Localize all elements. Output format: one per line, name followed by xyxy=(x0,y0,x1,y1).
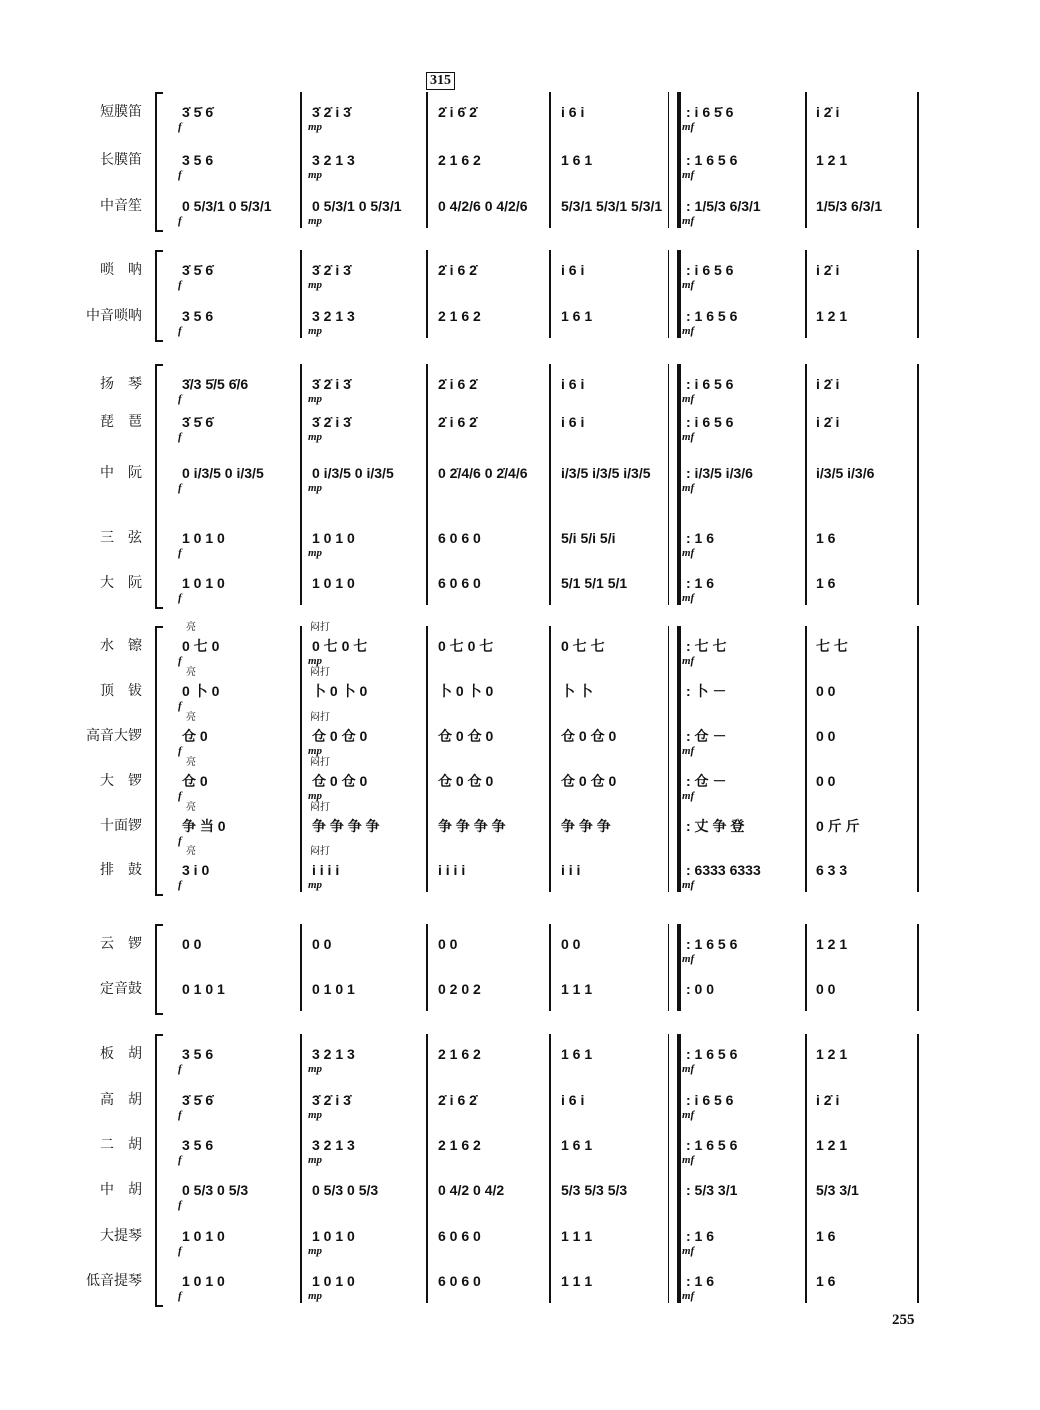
dynamic-marking: mf xyxy=(682,547,695,559)
barline xyxy=(549,626,551,892)
measure-notes: : 1 6 5 6 xyxy=(686,1046,738,1062)
dynamic-marking: f xyxy=(178,1154,182,1166)
measure-notes: 5/1 5/1 5/1 xyxy=(561,575,628,591)
measure-notes: 6 0 6 0 xyxy=(438,1228,481,1244)
barline xyxy=(917,364,919,605)
measure-notes: 1 0 1 0 xyxy=(312,1273,355,1289)
measure-notes: 争 争 争 争 xyxy=(438,818,506,834)
measure-notes: 1 6 xyxy=(816,1273,836,1289)
barline xyxy=(300,250,302,338)
dynamic-marking: mf xyxy=(682,1109,695,1121)
barline xyxy=(300,1034,302,1303)
technique-label: 闷打 xyxy=(310,846,330,857)
measure-notes: 3 5 6 xyxy=(182,1137,214,1153)
measure-notes: 0 5/3 0 5/3 xyxy=(182,1182,249,1198)
dynamic-marking: mf xyxy=(682,879,695,891)
measure-notes: 6 0 6 0 xyxy=(438,575,481,591)
measure-notes: 0 5/3/1 0 5/3/1 xyxy=(312,198,402,214)
measure-notes: 0 5/3/1 0 5/3/1 xyxy=(182,198,272,214)
measure-notes: 3 2 1 3 xyxy=(312,1137,355,1153)
instrument-name: 扬 琴 xyxy=(100,376,142,392)
measure-notes: : i 6 5 6 xyxy=(686,1092,734,1108)
measure-notes: 0 0 xyxy=(816,773,836,789)
instrument-name: 板 胡 xyxy=(100,1046,142,1062)
measure-notes: 6 0 6 0 xyxy=(438,530,481,546)
measure-notes: 5/i 5/i 5/i xyxy=(561,530,616,546)
dynamic-marking: f xyxy=(178,482,182,494)
dynamic-marking: mf xyxy=(682,393,695,405)
dynamic-marking: mp xyxy=(308,745,323,757)
dynamic-marking: f xyxy=(178,1245,182,1257)
measure-notes: : 5/3 3/1 xyxy=(686,1182,738,1198)
measure-notes: : 卜 － xyxy=(686,683,727,699)
technique-label: 亮 xyxy=(186,667,196,678)
measure-notes: : 1 6 5 6 xyxy=(686,936,738,952)
measure-notes: 3 2 1 3 xyxy=(312,152,355,168)
measure-notes: : 1 6 xyxy=(686,575,715,591)
instrument-name: 定音鼓 xyxy=(100,981,142,997)
measure-notes: : i/3/5 i/3/6 xyxy=(686,465,753,481)
instrument-name: 中 阮 xyxy=(100,465,142,481)
measure-notes: 2̇ i 6̇ 2̇ xyxy=(438,104,477,120)
dynamic-marking: mp xyxy=(308,655,323,667)
dynamic-marking: mf xyxy=(682,745,695,757)
measure-notes: i 6 i xyxy=(561,414,585,430)
measure-notes: 1/5/3 6/3/1 xyxy=(816,198,883,214)
barline xyxy=(549,1034,551,1303)
measure-notes: 0 卜 0 xyxy=(182,683,220,699)
measure-notes: 0 5/3 0 5/3 xyxy=(312,1182,379,1198)
double-barline xyxy=(668,1034,681,1303)
barline xyxy=(917,924,919,1011)
instrument-name: 中音唢呐 xyxy=(86,308,142,324)
instrument-name: 十面锣 xyxy=(100,818,142,834)
measure-notes: 仓 0 仓 0 xyxy=(561,773,617,789)
measure-notes: i 6 i xyxy=(561,262,585,278)
measure-notes: 0 七 0 七 xyxy=(438,638,494,654)
measure-notes: : i 6 5 6 xyxy=(686,376,734,392)
measure-notes: 卜 0 卜 0 xyxy=(312,683,368,699)
barline xyxy=(549,364,551,605)
measure-notes: 仓 0 xyxy=(182,728,208,744)
measure-notes: : 0 0 xyxy=(686,981,715,997)
measure-notes: i/3/5 i/3/5 i/3/5 xyxy=(561,465,651,481)
instrument-name: 低音提琴 xyxy=(86,1273,142,1289)
instrument-name: 二 胡 xyxy=(100,1137,142,1153)
technique-label: 亮 xyxy=(186,846,196,857)
measure-notes: 0 0 xyxy=(816,683,836,699)
measure-notes: 3̇ 5̇ 6̇ xyxy=(182,1092,214,1108)
measure-notes: : i 6 5 6 xyxy=(686,262,734,278)
measure-notes: 1 6 1 xyxy=(561,1137,593,1153)
group-brace xyxy=(155,626,163,896)
measure-notes: 3̇/3 5̇/5 6̇/6 xyxy=(182,376,249,392)
measure-notes: : 1 6 5 6 xyxy=(686,308,738,324)
measure-notes: i 2̇ i xyxy=(816,1092,840,1108)
measure-notes: 仓 0 仓 0 xyxy=(438,728,494,744)
measure-notes: i 6 i xyxy=(561,104,585,120)
instrument-name: 大 阮 xyxy=(100,575,142,591)
group-brace xyxy=(155,364,163,609)
measure-notes: 1 6 1 xyxy=(561,152,593,168)
instrument-name: 水 镲 xyxy=(100,638,142,654)
dynamic-marking: mp xyxy=(308,1245,323,1257)
measure-notes: 0 七 七 xyxy=(561,638,605,654)
measure-notes: : 七 七 xyxy=(686,638,727,654)
measure-notes: 5/3/1 5/3/1 5/3/1 xyxy=(561,198,663,214)
dynamic-marking: mp xyxy=(308,215,323,227)
dynamic-marking: mp xyxy=(308,121,323,133)
instrument-name: 云 锣 xyxy=(100,936,142,952)
instrument-name: 高 胡 xyxy=(100,1092,142,1108)
measure-notes: : 1 6 5 6 xyxy=(686,152,738,168)
measure-notes: i 2̇ i xyxy=(816,104,840,120)
dynamic-marking: mp xyxy=(308,482,323,494)
group-brace xyxy=(155,1034,163,1307)
double-barline xyxy=(668,92,681,228)
dynamic-marking: mp xyxy=(308,1290,323,1302)
group-brace xyxy=(155,250,163,342)
dynamic-marking: mf xyxy=(682,279,695,291)
double-barline xyxy=(668,364,681,605)
dynamic-marking: f xyxy=(178,790,182,802)
page-number: 255 xyxy=(892,1312,915,1328)
measure-notes: 2̇ i 6 2̇ xyxy=(438,414,477,430)
measure-notes: 3̇ 2̇ i 3̇ xyxy=(312,104,351,120)
measure-notes: : 1 6 xyxy=(686,530,715,546)
measure-notes: 1 0 1 0 xyxy=(182,1273,225,1289)
measure-notes: 0 2 0 2 xyxy=(438,981,481,997)
measure-notes: i 6 i xyxy=(561,1092,585,1108)
dynamic-marking: f xyxy=(178,835,182,847)
measure-notes: 七 七 xyxy=(816,638,848,654)
measure-notes: i i i i xyxy=(438,862,466,878)
barline xyxy=(805,364,807,605)
measure-notes: : i 6 5 6 xyxy=(686,414,734,430)
measure-notes: 1 0 1 0 xyxy=(182,1228,225,1244)
dynamic-marking: mp xyxy=(308,1109,323,1121)
dynamic-marking: f xyxy=(178,879,182,891)
dynamic-marking: mp xyxy=(308,325,323,337)
technique-label: 闷打 xyxy=(310,622,330,633)
instrument-name: 唢 呐 xyxy=(100,262,142,278)
barline xyxy=(426,250,428,338)
technique-label: 亮 xyxy=(186,622,196,633)
measure-notes: 1 0 1 0 xyxy=(312,1228,355,1244)
instrument-name: 长膜笛 xyxy=(100,152,142,168)
dynamic-marking: mp xyxy=(308,1154,323,1166)
measure-notes: i i i i xyxy=(312,862,340,878)
dynamic-marking: f xyxy=(178,1199,182,1211)
measure-notes: 1 6 xyxy=(816,530,836,546)
rehearsal-mark: 315 xyxy=(426,72,455,90)
dynamic-marking: mp xyxy=(308,879,323,891)
barline xyxy=(300,364,302,605)
measure-notes: i/3/5 i/3/6 xyxy=(816,465,875,481)
technique-label: 闷打 xyxy=(310,802,330,813)
dynamic-marking: mf xyxy=(682,1154,695,1166)
technique-label: 亮 xyxy=(186,802,196,813)
measure-notes: 争 当 0 xyxy=(182,818,226,834)
measure-notes: 1 2 1 xyxy=(816,1137,848,1153)
measure-notes: 1 0 1 0 xyxy=(312,530,355,546)
measure-notes: i 2̇ i xyxy=(816,262,840,278)
measure-notes: 卜 0 卜 0 xyxy=(438,683,494,699)
dynamic-marking: mf xyxy=(682,592,695,604)
dynamic-marking: mf xyxy=(682,953,695,965)
measure-notes: 1 1 1 xyxy=(561,981,593,997)
technique-label: 闷打 xyxy=(310,667,330,678)
measure-notes: 3̇ 2̇ i 3̇ xyxy=(312,376,351,392)
dynamic-marking: mf xyxy=(682,1290,695,1302)
measure-notes: 3̇ 5̇ 6̇ xyxy=(182,104,214,120)
measure-notes: 1 2 1 xyxy=(816,308,848,324)
measure-notes: : 仓 － xyxy=(686,728,727,744)
measure-notes: 0 i/3/5 0 i/3/5 xyxy=(312,465,394,481)
measure-notes: 1 1 1 xyxy=(561,1273,593,1289)
measure-notes: 1 6 xyxy=(816,1228,836,1244)
double-barline xyxy=(668,924,681,1011)
measure-notes: : 6333 6333 xyxy=(686,862,761,878)
measure-notes: 0 0 xyxy=(816,728,836,744)
measure-notes: 0 0 xyxy=(312,936,332,952)
instrument-name: 琵 琶 xyxy=(100,414,142,430)
technique-label: 亮 xyxy=(186,757,196,768)
measure-notes: 6 0 6 0 xyxy=(438,1273,481,1289)
measure-notes: 3 5 6 xyxy=(182,308,214,324)
measure-notes: 5/3 3/1 xyxy=(816,1182,859,1198)
measure-notes: 0 七 0 七 xyxy=(312,638,368,654)
measure-notes: 1 0 1 0 xyxy=(312,575,355,591)
measure-notes: i i i xyxy=(561,862,581,878)
dynamic-marking: mf xyxy=(682,431,695,443)
barline xyxy=(426,92,428,228)
double-barline xyxy=(668,250,681,338)
dynamic-marking: mf xyxy=(682,655,695,667)
measure-notes: 3 5 6 xyxy=(182,152,214,168)
dynamic-marking: mp xyxy=(308,393,323,405)
barline xyxy=(426,924,428,1011)
dynamic-marking: f xyxy=(178,325,182,337)
dynamic-marking: f xyxy=(178,1290,182,1302)
barline xyxy=(300,924,302,1011)
measure-notes: 0 1 0 1 xyxy=(182,981,225,997)
dynamic-marking: mp xyxy=(308,790,323,802)
instrument-name: 中 胡 xyxy=(100,1182,142,1198)
instrument-name: 大 锣 xyxy=(100,773,142,789)
measure-notes: 5/3 5/3 5/3 xyxy=(561,1182,628,1198)
technique-label: 亮 xyxy=(186,712,196,723)
instrument-name: 中音笙 xyxy=(100,198,142,214)
measure-notes: 0 i/3/5 0 i/3/5 xyxy=(182,465,264,481)
dynamic-marking: mf xyxy=(682,169,695,181)
dynamic-marking: mf xyxy=(682,482,695,494)
measure-notes: 0 七 0 xyxy=(182,638,220,654)
dynamic-marking: mf xyxy=(682,790,695,802)
barline xyxy=(917,250,919,338)
dynamic-marking: mf xyxy=(682,1063,695,1075)
measure-notes: : 1 6 xyxy=(686,1273,715,1289)
barline xyxy=(805,250,807,338)
measure-notes: : 丈 争 登 xyxy=(686,818,745,834)
measure-notes: i 2̇ i xyxy=(816,376,840,392)
dynamic-marking: mp xyxy=(308,547,323,559)
barline xyxy=(805,924,807,1011)
measure-notes: 仓 0 仓 0 xyxy=(438,773,494,789)
dynamic-marking: f xyxy=(178,547,182,559)
measure-notes: 争 争 争 xyxy=(561,818,611,834)
measure-notes: 2 1 6 2 xyxy=(438,1137,481,1153)
measure-notes: 1 0 1 0 xyxy=(182,530,225,546)
measure-notes: 3 2 1 3 xyxy=(312,1046,355,1062)
measure-notes: 1 2 1 xyxy=(816,152,848,168)
instrument-name: 三 弦 xyxy=(100,530,142,546)
barline xyxy=(549,924,551,1011)
double-barline xyxy=(668,626,681,892)
measure-notes: 0 斤 斤 xyxy=(816,818,860,834)
measure-notes: : 1 6 5 6 xyxy=(686,1137,738,1153)
barline xyxy=(300,626,302,892)
dynamic-marking: f xyxy=(178,431,182,443)
barline xyxy=(426,1034,428,1303)
measure-notes: 1 6 xyxy=(816,575,836,591)
barline xyxy=(917,626,919,892)
measure-notes: 0 0 xyxy=(182,936,202,952)
barline xyxy=(805,626,807,892)
measure-notes: 仓 0 xyxy=(182,773,208,789)
measure-notes: : 仓 － xyxy=(686,773,727,789)
measure-notes: i 6 i xyxy=(561,376,585,392)
measure-notes: 3 i 0 xyxy=(182,862,210,878)
measure-notes: 6 3 3 xyxy=(816,862,848,878)
instrument-name: 顶 钹 xyxy=(100,683,142,699)
dynamic-marking: f xyxy=(178,279,182,291)
measure-notes: 3 5 6 xyxy=(182,1046,214,1062)
measure-notes: 3̇ 5̇ 6̇ xyxy=(182,414,214,430)
measure-notes: 1 6 1 xyxy=(561,1046,593,1062)
dynamic-marking: f xyxy=(178,215,182,227)
measure-notes: 2 1 6 2 xyxy=(438,152,481,168)
dynamic-marking: f xyxy=(178,1063,182,1075)
measure-notes: 0 4/2 0 4/2 xyxy=(438,1182,505,1198)
instrument-name: 排 鼓 xyxy=(100,862,142,878)
measure-notes: 3̇ 2̇ i 3̇ xyxy=(312,414,351,430)
measure-notes: : i 6 5̇ 6 xyxy=(686,104,734,120)
measure-notes: : 1/5/3 6/3/1 xyxy=(686,198,761,214)
measure-notes: 2̇ i 6 2̇ xyxy=(438,1092,477,1108)
barline xyxy=(549,250,551,338)
measure-notes: 2 1 6 2 xyxy=(438,308,481,324)
dynamic-marking: mf xyxy=(682,1245,695,1257)
group-brace xyxy=(155,92,163,232)
measure-notes: 0 0 xyxy=(816,981,836,997)
measure-notes: 3̇ 2̇ i 3̇ xyxy=(312,262,351,278)
barline xyxy=(549,92,551,228)
barline xyxy=(917,92,919,228)
dynamic-marking: f xyxy=(178,655,182,667)
measure-notes: 2̇ i 6 2̇ xyxy=(438,262,477,278)
dynamic-marking: f xyxy=(178,745,182,757)
group-brace xyxy=(155,924,163,1015)
dynamic-marking: f xyxy=(178,700,182,712)
barline xyxy=(300,92,302,228)
dynamic-marking: f xyxy=(178,169,182,181)
measure-notes: 0 2̇/4/6 0 2̇/4/6 xyxy=(438,465,528,481)
dynamic-marking: f xyxy=(178,592,182,604)
barline xyxy=(426,364,428,605)
instrument-name: 高音大锣 xyxy=(86,728,142,744)
technique-label: 闷打 xyxy=(310,712,330,723)
dynamic-marking: mp xyxy=(308,169,323,181)
measure-notes: 仓 0 仓 0 xyxy=(312,728,368,744)
dynamic-marking: mf xyxy=(682,121,695,133)
measure-notes: i 2̇ i xyxy=(816,414,840,430)
measure-notes: 仓 0 仓 0 xyxy=(312,773,368,789)
dynamic-marking: mf xyxy=(682,325,695,337)
dynamic-marking: mp xyxy=(308,431,323,443)
measure-notes: 0 4/2/6 0 4/2/6 xyxy=(438,198,528,214)
measure-notes: 0 1 0 1 xyxy=(312,981,355,997)
measure-notes: 仓 0 仓 0 xyxy=(561,728,617,744)
measure-notes: 3 2 1 3 xyxy=(312,308,355,324)
dynamic-marking: mf xyxy=(682,215,695,227)
measure-notes: 3̇ 2̇ i 3̇ xyxy=(312,1092,351,1108)
dynamic-marking: f xyxy=(178,1109,182,1121)
instrument-name: 短膜笛 xyxy=(100,104,142,120)
barline xyxy=(917,1034,919,1303)
measure-notes: 1 0 1 0 xyxy=(182,575,225,591)
measure-notes: 1 1 1 xyxy=(561,1228,593,1244)
measure-notes: 0 0 xyxy=(438,936,458,952)
measure-notes: 2 1 6 2 xyxy=(438,1046,481,1062)
measure-notes: 3̇ 5̇ 6̇ xyxy=(182,262,214,278)
dynamic-marking: f xyxy=(178,121,182,133)
measure-notes: 卜 卜 xyxy=(561,683,593,699)
measure-notes: : 1 6 xyxy=(686,1228,715,1244)
instrument-name: 大提琴 xyxy=(100,1228,142,1244)
technique-label: 闷打 xyxy=(310,757,330,768)
dynamic-marking: mp xyxy=(308,1063,323,1075)
measure-notes: 0 0 xyxy=(561,936,581,952)
measure-notes: 2̇ i 6 2̇ xyxy=(438,376,477,392)
measure-notes: 1 2 1 xyxy=(816,936,848,952)
barline xyxy=(426,626,428,892)
measure-notes: 1 2 1 xyxy=(816,1046,848,1062)
dynamic-marking: f xyxy=(178,393,182,405)
dynamic-marking: mp xyxy=(308,279,323,291)
barline xyxy=(805,1034,807,1303)
measure-notes: 争 争 争 争 xyxy=(312,818,380,834)
measure-notes: 1 6 1 xyxy=(561,308,593,324)
barline xyxy=(805,92,807,228)
